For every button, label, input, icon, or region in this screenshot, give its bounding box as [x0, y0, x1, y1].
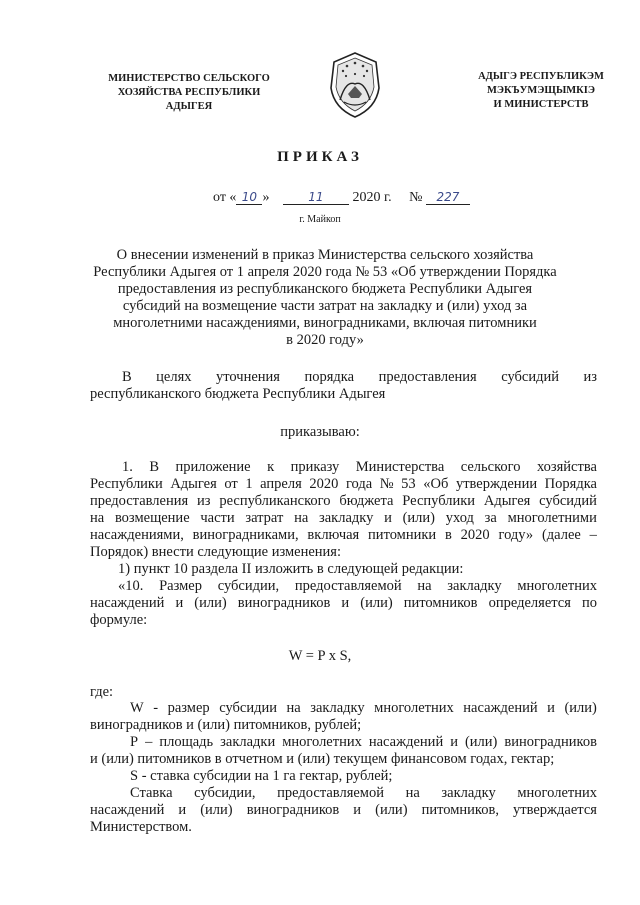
word: на	[90, 510, 105, 526]
word: Министерства	[355, 459, 445, 475]
word: «Об	[423, 476, 449, 492]
header-right-line-2: МЭКЪУМЭЩЫМКIЭ	[487, 85, 595, 96]
word: (или)	[564, 700, 597, 716]
word: В	[149, 459, 160, 475]
word: (или)	[464, 734, 498, 750]
where-label: где:	[90, 684, 114, 700]
word: многолетних	[517, 578, 597, 594]
word: уточнения	[216, 369, 280, 385]
word: Республики	[402, 493, 476, 509]
subject-line: многолетними насаждениями, виноградниками, включая питомники	[113, 315, 537, 331]
word: виноградников	[504, 734, 597, 750]
word: утверждении	[455, 476, 538, 492]
item1-line-3	[90, 493, 597, 510]
word: (далее	[541, 527, 581, 543]
word: закладку	[447, 578, 502, 594]
rate-line-1	[130, 785, 597, 802]
word: W	[130, 700, 144, 716]
word: сельского	[460, 459, 521, 475]
w-definition-line-1	[130, 700, 597, 717]
word: Адыгея	[170, 476, 217, 492]
word: целях	[156, 369, 192, 385]
word: утверждается	[513, 802, 597, 818]
word: виноградников	[237, 595, 331, 611]
word: насаждениями,	[90, 527, 184, 543]
word: порядка	[304, 369, 355, 385]
word: питомников,	[421, 802, 499, 818]
item1-line-4	[90, 510, 597, 527]
subject-line: Республики Адыгея от 1 апреля 2020 года № 53 «Об утверждении Порядка	[93, 264, 557, 280]
subitem-1: 1) пункт 10 раздела II изложить в следующей редакции:	[118, 561, 464, 577]
word: к	[267, 459, 275, 475]
date-year: 2020 г.	[352, 190, 392, 205]
header-left-line-2: ХОЗЯЙСТВА РЕСПУБЛИКИ	[117, 87, 261, 98]
word: и	[384, 510, 392, 526]
date-mid: »	[262, 190, 270, 205]
item1-line-6: Порядок) внести следующие изменения:	[90, 544, 341, 560]
word: из	[197, 493, 211, 509]
word: размер	[167, 700, 210, 716]
coat-of-arms-emblem	[326, 50, 384, 120]
word: республиканского	[219, 493, 331, 509]
document-title: ПРИКАЗ	[277, 149, 363, 165]
header-left-line-1: МИНИСТЕРСТВО СЕЛЬСКОГО	[108, 73, 270, 84]
word: субсидии	[219, 700, 277, 716]
word: и	[353, 802, 362, 818]
word: приказу	[290, 459, 340, 475]
word: –	[145, 734, 153, 750]
ministry-header-adyghe	[466, 70, 616, 112]
word: в	[445, 527, 452, 543]
word: (или)	[194, 595, 227, 611]
word: года	[345, 476, 373, 492]
word: многолетних	[374, 700, 454, 716]
p-definition-line-2: и (или) питомников в отчетном и (или) текущем финансовом годах, гектар;	[90, 751, 555, 767]
word: по	[581, 595, 597, 611]
word: из	[583, 369, 597, 385]
order-number-handwritten: 227	[426, 190, 470, 205]
word: уход	[445, 510, 474, 526]
word: многолетними	[507, 510, 597, 526]
subject-line: предоставления из республиканского бюджета Республики Адыгея	[117, 281, 533, 297]
order-word: приказываю:	[280, 424, 360, 440]
word: -	[153, 700, 159, 716]
subject-line: субсидий на возмещение части затрат на закладку и (или) уход за	[122, 298, 528, 314]
item1-line-2	[90, 476, 597, 493]
word: субсидий	[539, 493, 597, 509]
word: закладку	[310, 700, 365, 716]
word: предоставляемой	[294, 578, 402, 594]
word: и	[450, 734, 458, 750]
header-left-line-3: АДЫГЕЯ	[165, 101, 213, 112]
word: на	[417, 578, 432, 594]
word: №	[379, 476, 394, 492]
word: насаждений	[90, 802, 165, 818]
word: определяется	[488, 595, 571, 611]
word: (или)	[375, 802, 408, 818]
word: виноградников	[246, 802, 340, 818]
word: В	[122, 369, 132, 385]
item1-line-5	[90, 527, 597, 544]
subject-line: в 2020 году»	[286, 332, 364, 348]
p10-line-3: формуле:	[90, 612, 148, 628]
word: «10.	[118, 578, 144, 594]
order-date-line	[213, 190, 470, 206]
word: от	[224, 476, 238, 492]
word: Республики	[90, 476, 163, 492]
rate-line-2	[90, 802, 597, 819]
word: и	[547, 700, 555, 716]
number-sign: №	[409, 190, 423, 205]
word: P	[130, 734, 139, 750]
word: субсидии,	[194, 785, 256, 801]
preamble-line-2: республиканского бюджета Республики Адыгея	[90, 386, 386, 402]
word: году»	[498, 527, 534, 543]
word: –	[589, 527, 597, 543]
word: 2020	[309, 476, 339, 492]
word: (или)	[200, 802, 233, 818]
word: на	[405, 785, 420, 801]
word: включая	[307, 527, 360, 543]
rate-line-3: Министерством.	[90, 819, 192, 835]
s-definition: S - ставка субсидии на 1 га гектар, рублей;	[130, 768, 393, 784]
word: Порядка	[544, 476, 597, 492]
word: питомников	[403, 595, 478, 611]
word: 1.	[122, 459, 133, 475]
p10-line-2	[90, 595, 597, 612]
word: субсидии,	[217, 578, 280, 594]
word: насаждений	[90, 595, 165, 611]
word: виноградниками,	[192, 527, 299, 543]
date-day-handwritten: 10	[236, 190, 262, 205]
p10-line-1	[118, 578, 597, 595]
word: (или)	[402, 510, 436, 526]
order-subject	[90, 247, 560, 349]
word: на	[294, 510, 309, 526]
word: части	[200, 510, 235, 526]
word: предоставляемой	[277, 785, 384, 801]
word: 1	[245, 476, 253, 492]
word: Размер	[159, 578, 202, 594]
word: закладку	[319, 510, 374, 526]
word: многолетних	[517, 785, 597, 801]
date-month-handwritten: 11	[283, 190, 349, 205]
preamble-line-1	[122, 369, 597, 386]
word: и	[341, 595, 350, 611]
word: предоставления	[90, 493, 189, 509]
word: приложение	[175, 459, 251, 475]
word: предоставления	[378, 369, 477, 385]
word: бюджета	[339, 493, 394, 509]
word: питомники	[368, 527, 437, 543]
word: субсидий	[501, 369, 559, 385]
formula: W = P x S,	[288, 648, 352, 664]
ministry-header-russian	[94, 72, 284, 114]
header-right-line-1: АДЫГЭ РЕСПУБЛИКЭМ	[478, 71, 604, 82]
subject-line: О внесении изменений в приказ Министерства сельского хозяйства	[116, 247, 534, 263]
word: возмещение	[114, 510, 190, 526]
word: и	[175, 595, 184, 611]
w-definition-line-2: виноградников и (или) питомников, рублей;	[90, 717, 362, 733]
item1-line-1	[122, 459, 597, 476]
date-prefix: от «	[213, 190, 237, 205]
word: насаждений	[463, 700, 538, 716]
word: (или)	[360, 595, 393, 611]
word: на	[286, 700, 301, 716]
word: Ставка	[130, 785, 173, 801]
word: и	[178, 802, 187, 818]
word: многолетних	[282, 734, 362, 750]
city-label: г. Майкоп	[299, 214, 341, 225]
word: площадь	[159, 734, 214, 750]
word: Адыгея	[483, 493, 531, 509]
word: 53	[401, 476, 416, 492]
word: апреля	[260, 476, 302, 492]
word: закладку	[441, 785, 496, 801]
word: за	[484, 510, 497, 526]
word: хозяйства	[536, 459, 597, 475]
word: закладки	[220, 734, 276, 750]
word: затрат	[245, 510, 284, 526]
header-right-line-3: И МИНИСТЕРСТВ	[493, 99, 589, 110]
word: 2020	[460, 527, 490, 543]
word: насаждений	[368, 734, 444, 750]
p-definition-line-1	[130, 734, 597, 751]
